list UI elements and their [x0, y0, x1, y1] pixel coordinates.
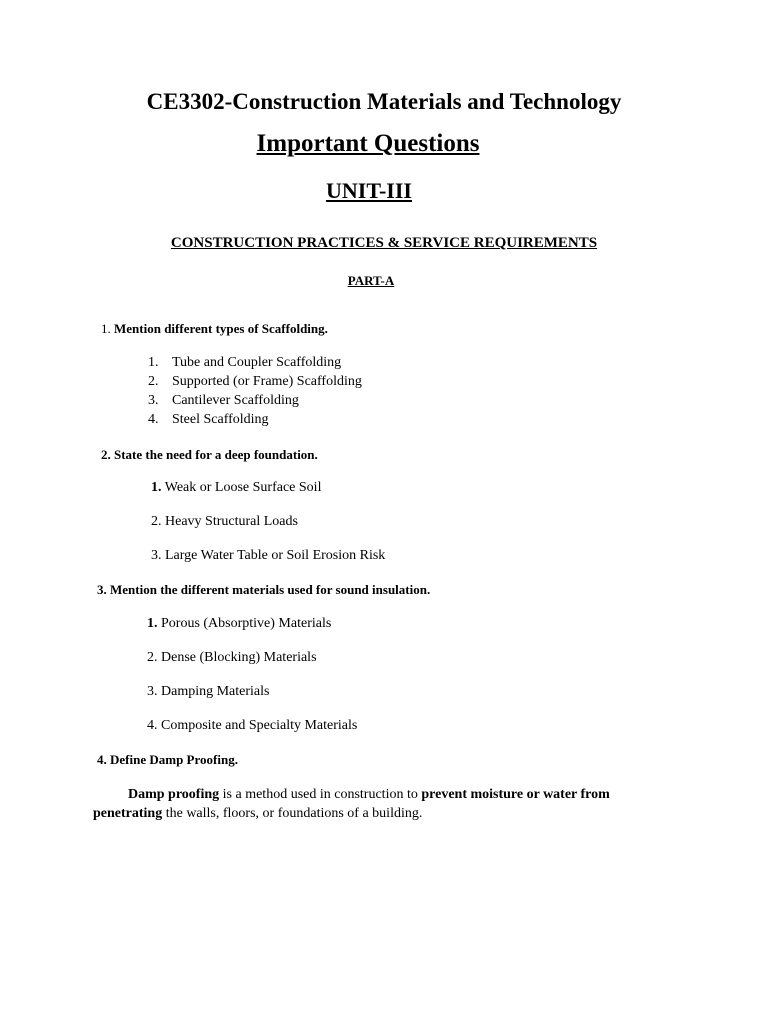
question-2: 2. State the need for a deep foundation.	[101, 447, 318, 462]
definition-end: the walls, floors, or foundations of a building.	[162, 806, 423, 821]
question-1	[101, 321, 328, 337]
list-number: 1.	[148, 355, 159, 370]
list-number: 3.	[148, 393, 159, 408]
q2-item-1	[151, 480, 321, 496]
q2-item-3	[151, 548, 385, 564]
list-text: Heavy Structural Loads	[165, 514, 298, 529]
question-1-number: 1.	[101, 321, 111, 336]
list-text: Steel Scaffolding	[172, 412, 269, 427]
q3-item-4	[147, 718, 357, 734]
list-number: 3.	[151, 548, 162, 563]
q3-item-3	[147, 684, 269, 700]
definition-middle: is a method used in construction to	[219, 787, 422, 802]
list-text: Damping Materials	[161, 684, 270, 699]
section-title: CONSTRUCTION PRACTICES & SERVICE REQUIREMENTS	[170, 235, 598, 251]
question-3: 3. Mention the different materials used for sound insulation.	[97, 582, 431, 597]
list-number: 2.	[148, 374, 159, 389]
q3-item-1	[147, 616, 331, 632]
definition-emphasis: prevent moisture or water from penetrating	[93, 787, 610, 821]
question-1-text: Mention different types of Scaffolding.	[114, 321, 328, 336]
list-number: 1.	[151, 480, 162, 495]
list-number: 4.	[147, 718, 158, 733]
list-text: Cantilever Scaffolding	[172, 393, 299, 408]
list-number: 2.	[151, 514, 162, 529]
list-number: 3.	[147, 684, 158, 699]
list-number: 4.	[148, 412, 159, 427]
list-text: Porous (Absorptive) Materials	[161, 616, 332, 631]
term: Damp proofing	[128, 787, 220, 802]
part-title: PART-A	[347, 273, 395, 288]
list-text: Dense (Blocking) Materials	[161, 650, 317, 665]
list-text: Supported (or Frame) Scaffolding	[172, 374, 362, 389]
q1-item-2	[148, 374, 362, 390]
question-4: 4. Define Damp Proofing.	[97, 752, 238, 767]
list-text: Weak or Loose Surface Soil	[164, 480, 322, 495]
list-number: 1.	[147, 616, 158, 631]
course-title: CE3302-Construction Materials and Technology	[146, 89, 622, 114]
list-text: Tube and Coupler Scaffolding	[172, 355, 342, 370]
unit-title: UNIT-III	[325, 178, 412, 203]
q1-item-4	[148, 412, 269, 428]
list-text: Large Water Table or Soil Erosion Risk	[165, 548, 386, 563]
q2-item-2	[151, 514, 298, 530]
q3-item-2	[147, 650, 317, 666]
document-title: Important Questions	[256, 130, 480, 157]
list-text: Composite and Specialty Materials	[161, 718, 358, 733]
q1-item-1	[148, 355, 342, 371]
damp-proofing-definition	[93, 785, 673, 823]
q1-item-3	[148, 393, 299, 409]
list-number: 2.	[147, 650, 158, 665]
